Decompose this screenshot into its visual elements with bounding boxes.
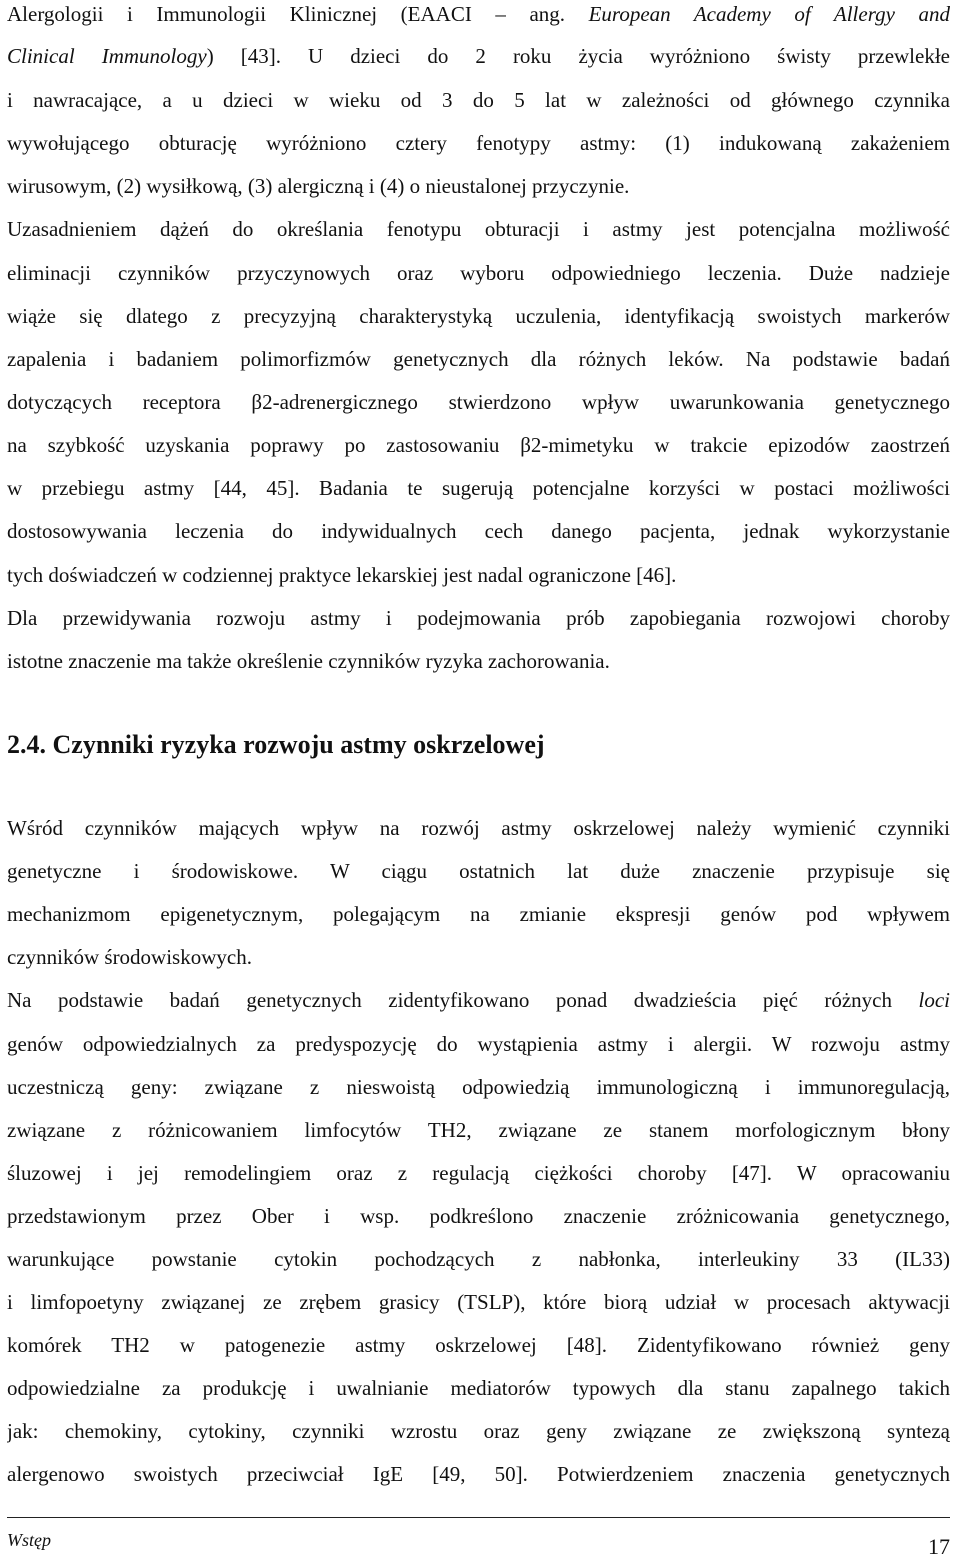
text-line: [7, 302, 950, 330]
text-line: [7, 86, 950, 114]
text-line-content: genetyczne i środowiskowe. W ciągu ostatnich lat duże znaczenie przypisuje się: [7, 859, 950, 883]
text-line: [7, 0, 950, 28]
text-line-content: w przebiegu astmy [44, 45]. Badania te sugerują potencjalne korzyści w postaci możliwości: [7, 476, 950, 500]
text-line-content: mechanizmom epigenetycznym, polegającym na zmianie ekspresji genów pod wpływem: [7, 902, 950, 926]
text-line: [7, 129, 950, 157]
text-line: [7, 986, 950, 1014]
text-line-content: dostosowywania leczenia do indywidualnych cech danego pacjenta, jednak wykorzystanie: [7, 519, 950, 543]
text-line-content: genów odpowiedzialnych za predyspozycję do wystąpienia astmy i alergii. W rozwoju astmy: [7, 1032, 950, 1056]
text-line: [7, 172, 950, 200]
text-line: [7, 814, 950, 842]
text-line: [7, 517, 950, 545]
text-line-content: tych doświadczeń w codziennej praktyce lekarskiej jest nadal ograniczone [46].: [7, 563, 677, 587]
text-line: [7, 1073, 950, 1101]
text-line-content: dotyczących receptora β2-adrenergicznego stwierdzono wpływ uwarunkowania genetycznego: [7, 390, 950, 414]
text-line-content: zapalenia i badaniem polimorfizmów genetycznych dla różnych leków. Na podstawie badań: [7, 347, 950, 371]
text-line: [7, 1202, 950, 1230]
text-line: [7, 943, 950, 971]
text-line-content: na szybkość uzyskania poprawy po zastosowaniu β2-mimetyku w trakcie epizodów zaostrzeń: [7, 433, 950, 457]
text-line-content: Uzasadnieniem dążeń do określania fenotypu obturacji i astmy jest potencjalna możliwość: [7, 217, 950, 241]
italic-term: loci: [918, 988, 950, 1012]
text-line: [7, 1288, 950, 1316]
text-line: [7, 1159, 950, 1187]
text-line-content: czynników środowiskowych.: [7, 945, 252, 969]
page-number: 17: [928, 1534, 950, 1559]
text-line: [7, 388, 950, 416]
text-line-content: przedstawionym przez Ober i wsp. podkreślono znaczenie zróżnicowania genetycznego,: [7, 1204, 950, 1228]
text-line: [7, 1116, 950, 1144]
text-line-content: istotne znaczenie ma także określenie czynników ryzyka zachorowania.: [7, 649, 610, 673]
text-line: [7, 1331, 950, 1359]
text-line-content: odpowiedzialne za produkcję i uwalnianie mediatorów typowych dla stanu zapalnego takich: [7, 1376, 950, 1400]
text-line-content: uczestniczą geny: związane z nieswoistą odpowiedzią immunologiczną i immunoregulacją,: [7, 1075, 950, 1099]
text-line-content: komórek TH2 w patogenezie astmy oskrzelowej [48]. Zidentyfikowano również geny: [7, 1333, 950, 1357]
text-line-content: Alergologii i Immunologii Klinicznej (EAACI – ang. European Academy of Allergy and: [7, 2, 950, 26]
text-line-content: eliminacji czynników przyczynowych oraz wyboru odpowiedniego leczenia. Duże nadzieje: [7, 261, 950, 285]
text-line-content: i limfopoetyny związanej ze zrębem grasicy (TSLP), które biorą udział w procesach aktywacji: [7, 1290, 950, 1314]
text-line-content: alergenowo swoistych przeciwciał IgE [49, 50]. Potwierdzeniem znaczenia genetycznych: [7, 1462, 950, 1486]
text-line: [7, 1374, 950, 1402]
footer-divider: [7, 1517, 950, 1518]
footer-section-label: Wstęp: [7, 1530, 51, 1550]
text-line: [7, 561, 950, 589]
text-line: [7, 215, 950, 243]
text-line: [7, 1460, 950, 1488]
text-line-content: Dla przewidywania rozwoju astmy i podejmowania prób zapobiegania rozwojowi choroby: [7, 606, 950, 630]
italic-term: Clinical Immunology: [7, 44, 207, 68]
text-line: [7, 900, 950, 928]
italic-term: European Academy of Allergy and: [588, 2, 950, 26]
text-line: [7, 1030, 950, 1058]
text-line-content: i nawracające, a u dzieci w wieku od 3 do 5 lat w zależności od głównego czynnika: [7, 88, 950, 112]
text-line-content: Clinical Immunology) [43]. U dzieci do 2 roku życia wyróżniono świsty przewlekłe: [7, 44, 950, 68]
text-line: [7, 1245, 950, 1273]
text-line: [7, 474, 950, 502]
text-line: [7, 259, 950, 287]
text-line-content: Wśród czynników mających wpływ na rozwój astmy oskrzelowej należy wymienić czynniki: [7, 816, 950, 840]
text-line-content: wywołującego obturację wyróżniono cztery fenotypy astmy: (1) indukowaną zakażeniem: [7, 131, 950, 155]
text-line: [7, 42, 950, 70]
text-line-content: związane z różnicowaniem limfocytów TH2, związane ze stanem morfologicznym błony: [7, 1118, 950, 1142]
text-line: [7, 857, 950, 885]
text-line-content: śluzowej i jej remodelingiem oraz z regulacją ciężkości choroby [47]. W opracowaniu: [7, 1161, 950, 1185]
text-line-content: warunkujące powstanie cytokin pochodzących z nabłonka, interleukiny 33 (IL33): [7, 1247, 950, 1271]
text-line-content: jak: chemokiny, cytokiny, czynniki wzrostu oraz geny związane ze zwiększoną syntezą: [7, 1419, 950, 1443]
text-line: [7, 1417, 950, 1445]
section-heading: 2.4. Czynniki ryzyka rozwoju astmy oskrzelowej: [7, 730, 545, 759]
text-line: [7, 604, 950, 632]
text-line: [7, 647, 950, 675]
text-line-content: wiąże się dlatego z precyzyjną charakterystyką uczulenia, identyfikacją swoistych markerów: [7, 304, 950, 328]
text-line-content: Na podstawie badań genetycznych zidentyfikowano ponad dwadzieścia pięć różnych loci: [7, 988, 950, 1012]
text-line: [7, 345, 950, 373]
text-line: [7, 431, 950, 459]
text-line-content: wirusowym, (2) wysiłkową, (3) alergiczną i (4) o nieustalonej przyczynie.: [7, 174, 630, 198]
